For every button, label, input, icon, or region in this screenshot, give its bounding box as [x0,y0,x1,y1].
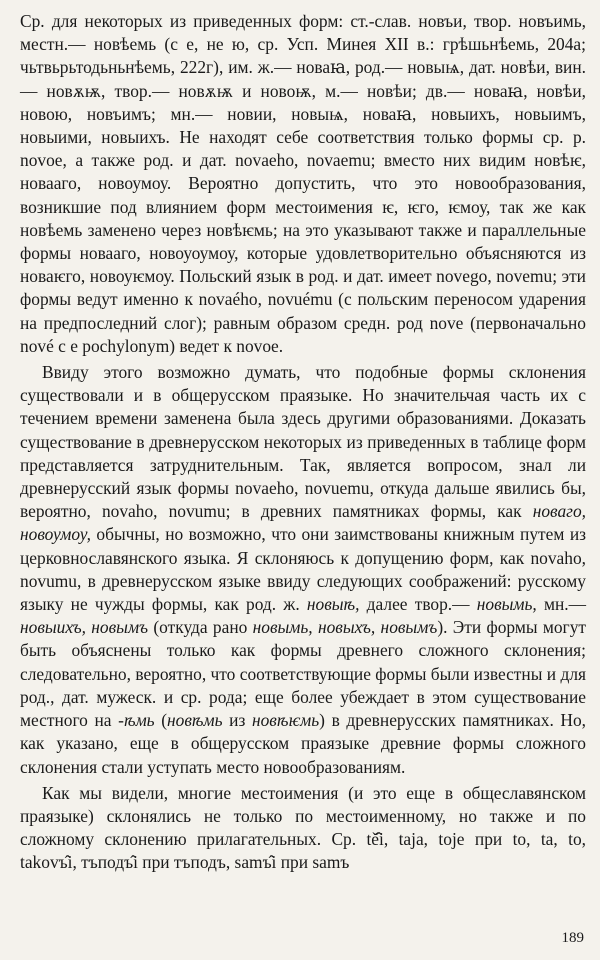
paragraph-p3 [20,782,586,875]
text-body [20,10,586,875]
text-segment: из [222,710,252,731]
italic-segment: новымь, новыхъ, новымъ [252,617,438,638]
italic-segment: новыѣ, [306,594,360,615]
text-segment: мн.— [536,594,587,615]
italic-segment: новаго, новоумоу, [20,501,586,545]
text-segment: далее твор.— [359,594,477,615]
text-segment: ( [154,710,168,731]
text-segment: Как мы видели, многие местоимения (и это еще в общеславянском праязыке) склонялись не только по местоименному, но также и по сложному склонению прилагательных. Ср. tě̂i, taja, toje при to, ta, to, takovъ̂i, тъподъ̂i при тъподъ, samъ̂i при samъ [20,782,586,873]
italic-segment: новѣмь [167,710,223,731]
italic-segment: новѣѥмь [251,710,320,731]
page-number: 189 [561,930,584,946]
text-segment: обычны, но возможно, что они заимствованы книжным путем из церковнославянского языка. Я склоняюсь к допущению форм, как novaho, novumu, в древнерусском языке ввиду следующих соображений: русскому языку не чужды формы, как род. ж. [20,524,586,615]
text-segment: Ср. для некоторых из приведенных форм: ст.-слав. новъи, твор. новъимь, местн.— новѣемь (с е, не ю, ср. Усп. Минея XII в.: грѣшьнѣемь, 204а; чьтвьрьтодьньнѣемь, 222г), им. ж.— новаꙗ, род.— новыѩ, дат. новѣи, вин.— новѫѭ, твор.— новѫѭ и новоѭ, м.— новѣи; дв.— новаꙗ, новѣи, новою, новъимъ; мн.— новии, новыѩ, новаꙗ, новыихъ, новыимъ, новыими, новыихъ. Не находят себе соответствия только формы ср. р. novoe, а также род. и дат. novaeho, novaemu; вместо них видим новѣѥ, новааго, новоумоу. Вероятно допустить, что это новообразования, возникшие под влиянием форм местоимения ѥ, ѥго, ѥмоу, так же как новѣемь заменено через новѣѥмь; на это указывают также и параллельные формы новааго, новоуоумоу, которые удовлетворительно объясняются из новаѥго, новоуѥмоу. Польский язык в род. и дат. имеет novego, novemu; эти формы ведут именно к novaého, novuému (с польским переносом ударения на предпоследний слог); равным образом средн. род nove (первоначально nové с e pochylonym) ведет к novoe. [20,11,586,356]
italic-segment: новымь, [476,594,537,615]
paragraph-p2 [20,361,586,779]
text-segment: Ввиду этого возможно думать, что подобные формы склонения существовали и в общерусском праязыке. Но значительчая часть их с течением времени заменена была здесь другими образованиями. Доказать существование в древнерусском некоторых из приведенных в таблице форм представляется затруднительным. Так, является вопросом, знал ли древнерусский язык формы novaeho, novuemu, откуда дальше явились бы, вероятно, novaho, novumu; в древних памятниках формы, как [20,362,586,522]
paragraph-p1 [20,10,586,358]
text-segment: ) в древнерусских памятниках. Но, как указано, еще в общерусском праязыке древние формы сложного склонения стали уступать место новообразованиям. [20,710,587,777]
text-segment: (откуда рано [148,617,253,638]
italic-segment: новыихъ, новымъ [20,617,149,638]
text-segment: ). Эти формы могут быть объяснены только как формы древнего сложного склонения; следовательно, вероятно, что соответствующие формы были известны и для род., дат. мужеск. и ср. рода; еще более убеждает в этом существование местного на [20,617,586,731]
italic-segment: -ѣмь [118,710,155,731]
